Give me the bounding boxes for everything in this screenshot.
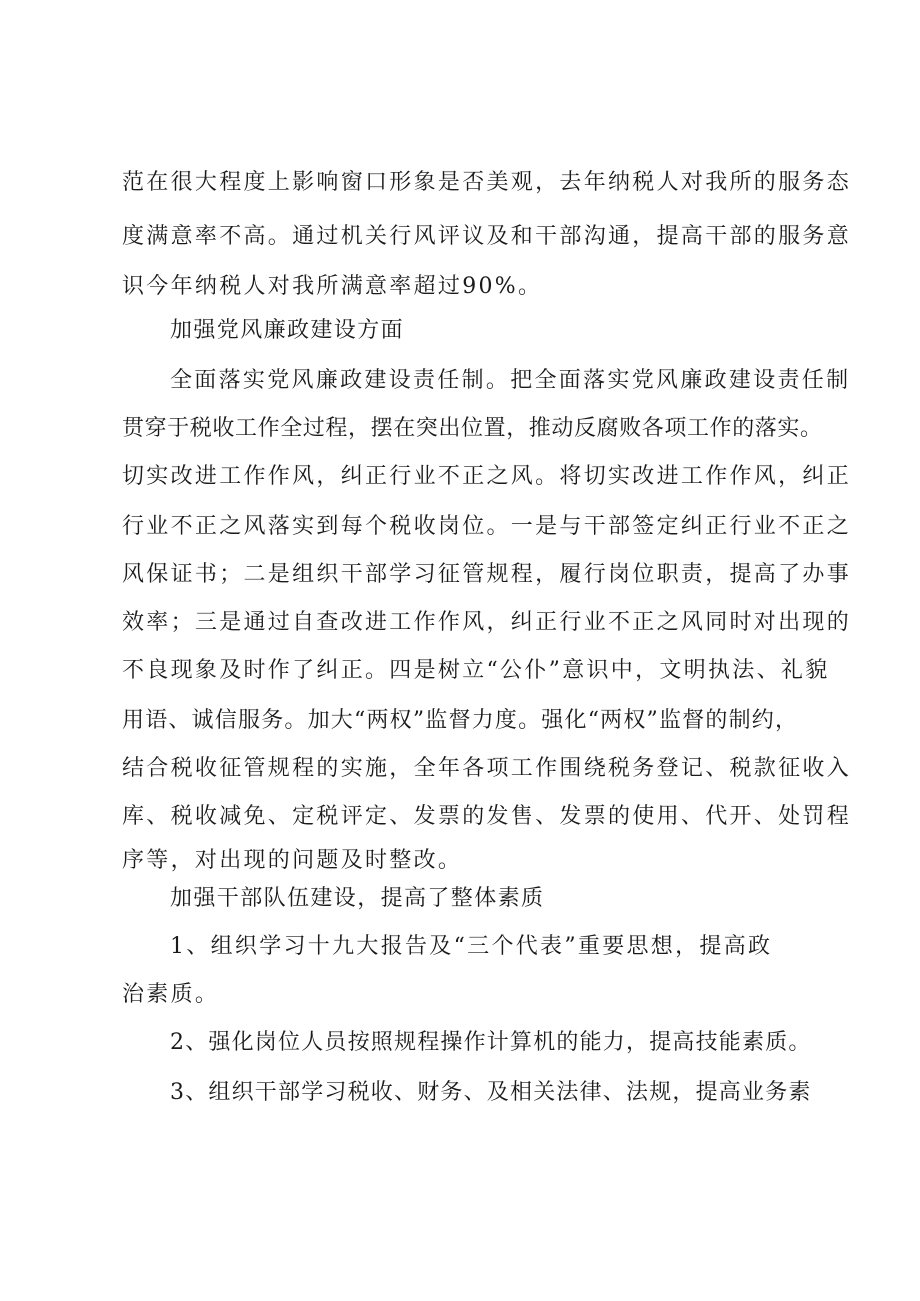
paragraph-2-line-2: 贯穿于税收工作全过程，摆在突出位置，推动反腐败各项工作的落实。 (122, 416, 823, 441)
paragraph-2-line-3: 切实改进工作作风，纠正行业不正之风。将切实改进工作作风，纠正 (122, 464, 852, 489)
list-item-1-line-1: 1、组织学习十九大报告及“三个代表”重要思想，提高政 (170, 934, 773, 959)
paragraph-2-line-10: 库、税收减免、定税评定、发票的发售、发票的使用、代开、处罚程 (122, 804, 852, 829)
section-heading-team-building: 加强干部队伍建设，提高了整体素质 (170, 886, 545, 911)
paragraph-2-line-5: 风保证书；二是组织干部学习征管规程，履行岗位职责，提高了办事 (122, 562, 852, 587)
paragraph-1-line-1: 范在很大程度上影响窗口形象是否美观，去年纳税人对我所的服务态 (122, 170, 852, 195)
section-heading-party-conduct: 加强党风廉政建设方面 (170, 318, 405, 343)
paragraph-2-line-11: 序等，对出现的问题及时整改。 (122, 848, 463, 873)
paragraph-1-line-3: 识今年纳税人对我所满意率超过90%。 (122, 274, 543, 299)
list-item-3: 3、组织干部学习税收、财务、及相关法律、法规，提高业务素 (170, 1080, 812, 1105)
paragraph-2-line-7: 不良现象及时作了纠正。四是树立“公仆”意识中，文明执法、礼貌 (122, 658, 830, 683)
paragraph-2-line-1: 全面落实党风廉政建设责任制。把全面落实党风廉政建设责任制 (170, 368, 851, 393)
paragraph-2-line-9: 结合税收征管规程的实施，全年各项工作围绕税务登记、税款征收入 (122, 756, 852, 781)
paragraph-1-line-2: 度满意率不高。通过机关行风评议及和干部沟通，提高干部的服务意 (122, 224, 852, 249)
paragraph-2-line-8: 用语、诚信服务。加大“两权”监督力度。强化“两权”监督的制约， (122, 708, 799, 733)
list-item-2: 2、强化岗位人员按照规程操作计算机的能力，提高技能素质。 (170, 1030, 812, 1055)
paragraph-2-line-6: 效率；三是通过自查改进工作作风，纠正行业不正之风同时对出现的 (122, 610, 852, 635)
list-item-1-line-2: 治素质。 (122, 982, 220, 1007)
paragraph-2-line-4: 行业不正之风落实到每个税收岗位。一是与干部签定纠正行业不正之 (122, 514, 852, 539)
